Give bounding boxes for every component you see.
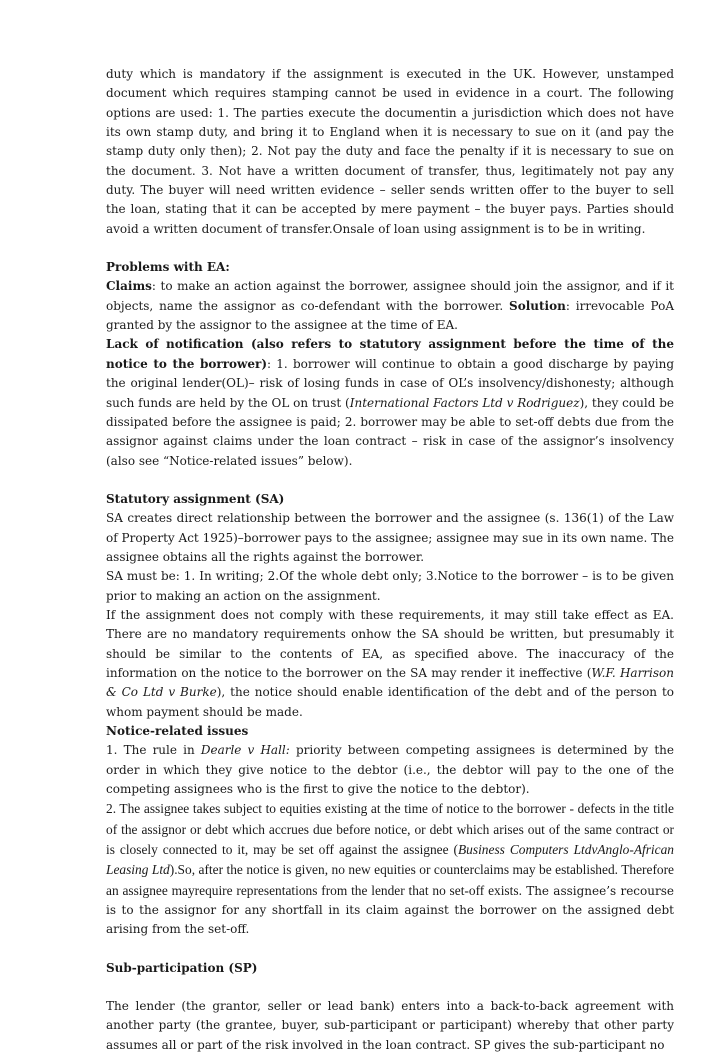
case-citation: W.F. Harrison & Co Ltd v Burke (106, 665, 674, 700)
heading-text: Problems with EA: (106, 260, 230, 275)
paragraph-equities (106, 799, 674, 939)
section-heading-sub-participation (106, 959, 674, 978)
lack-text: ), they could be dissipated before the assignee is paid; 2. borrower may be able to set-off debts due from the assignor against claims under the loan contract – risk in case of the assignor’s insolvency (also see “Notice-related issues” below). (106, 395, 674, 468)
case-citation: International Factors Ltd v Rodriguez (349, 395, 580, 410)
paragraph-stamp-duty (106, 65, 674, 239)
paragraph-text: ).So, after the notice is given, no new equities or counterclaims may be established. Therefore an assignee mayrequire representations from the lender that no set-off exists. (106, 862, 674, 898)
case-citation: Dearle v Hall: (200, 743, 290, 758)
paragraph-sa-noncompliance (106, 606, 674, 722)
paragraph-text: SA creates direct relationship between the borrower and the assignee (s. 136(1) of the Law of Property Act 1925)–borrower pays to the assignee; assignee may sue in its own name. The assignee obtains all the rights against the borrower. (106, 511, 674, 564)
heading-text: Sub-participation (SP) (106, 960, 258, 975)
heading-text: Notice-related issues (106, 724, 249, 738)
paragraph-text: If the assignment does not comply with these requirements, it may still take effect as EA. There are no mandatory requirements onhow the SA should be written, but presumably it should be similar to the contents of EA, as specified above. The inaccuracy of the information on the notice to the borrower on the SA may render it ineffective ( (106, 607, 674, 680)
paragraph-gap (106, 940, 674, 959)
paragraph-text: duty which is mandatory if the assignment is executed in the UK. However, unstamped document which requires stamping cannot be used in evidence in a court. The following options are used: 1. The parties execute the documentin a jurisdiction which does not have its own stamp duty, and bring it to England when it is necessary to sue on it (and pay the stamp duty only then); 2. Not pay the duty and face the penalty if it is necessary to sue on the document. 3. Not have a written document of transfer, thus, legitimately not pay any duty. The buyer will need written evidence – seller sends written offer to the buyer to sell the loan, stating that it can be accepted by mere payment – the buyer pays. Parties should avoid a written document of transfer.Onsale of loan using assignment is to be in writing. (106, 67, 674, 236)
section-heading-statutory-assignment (106, 490, 674, 509)
paragraph-claims (106, 277, 674, 335)
paragraph-text: 2. The assignee takes subject to equities existing at the time of notice to the borrower - defects in the title of the assignor or debt which accrues due before notice, or debt which arises out of the same contract or is closely connected to it, may be set off against the assignee ( (106, 801, 674, 858)
claims-text: : to make an action against the borrower, assignee should join the assignor, and if it objects, name the assignor as co-defendant with the borrower. (106, 279, 674, 313)
heading-text: Statutory assignment (SA) (106, 491, 285, 506)
claims-label: Claims (106, 279, 152, 294)
paragraph-text: 1. The rule in (106, 743, 201, 758)
section-heading-problems-ea (106, 258, 674, 277)
paragraph-text: ), the notice should enable identification of the debt and of the person to whom payment should be made. (106, 685, 674, 719)
paragraph-text: priority between competing assignees is determined by the order in which they give notice to the debtor (i.e., the debtor will pay to the one of the competing assignees who is the first to give the notice to the debtor). (106, 743, 674, 797)
paragraph-dearle-v-hall (106, 741, 674, 799)
paragraph-gap (106, 239, 674, 258)
paragraph-lack-of-notification (106, 335, 674, 470)
case-citation: Business Computers LtdvAnglo-African Leasing Ltd (106, 842, 674, 878)
paragraph-text: The lender (the grantor, seller or lead bank) enters into a back-to-back agreement with another party (the grantee, buyer, sub-participant or participant) whereby that other party assumes all or part of the risk involved in the loan contract. SP gives the sub-participant no (106, 999, 674, 1052)
solution-label: Solution (509, 298, 566, 313)
paragraph-gap (106, 471, 674, 490)
lack-text: : 1. borrower will continue to obtain a good discharge by paying the original lender(OL)– risk of losing funds in case of OL’s insolvency/dishonesty; although such funds are held by the OL on trust ( (106, 356, 674, 410)
paragraph-text: The assignee’s recourse is to the assignor for any shortfall in its claim against the borrower on the assigned debt arising from the set-off. (106, 883, 674, 937)
paragraph-text: SA must be: 1. In writing; 2.Of the whole debt only; 3.Notice to the borrower – is to be given prior to making an action on the assignment. (106, 569, 674, 603)
paragraph-sub-participation (106, 997, 674, 1055)
paragraph-sa-relationship (106, 509, 674, 567)
paragraph-sa-requirements (106, 567, 674, 606)
paragraph-gap (106, 978, 674, 997)
solution-text: : irrevocable PoA granted by the assignor to the assignee at the time of EA. (106, 298, 674, 333)
section-heading-notice-issues (106, 722, 674, 741)
lack-label: Lack of notification (also refers to statutory assignment before the time of the notice to the borrower) (106, 337, 674, 371)
